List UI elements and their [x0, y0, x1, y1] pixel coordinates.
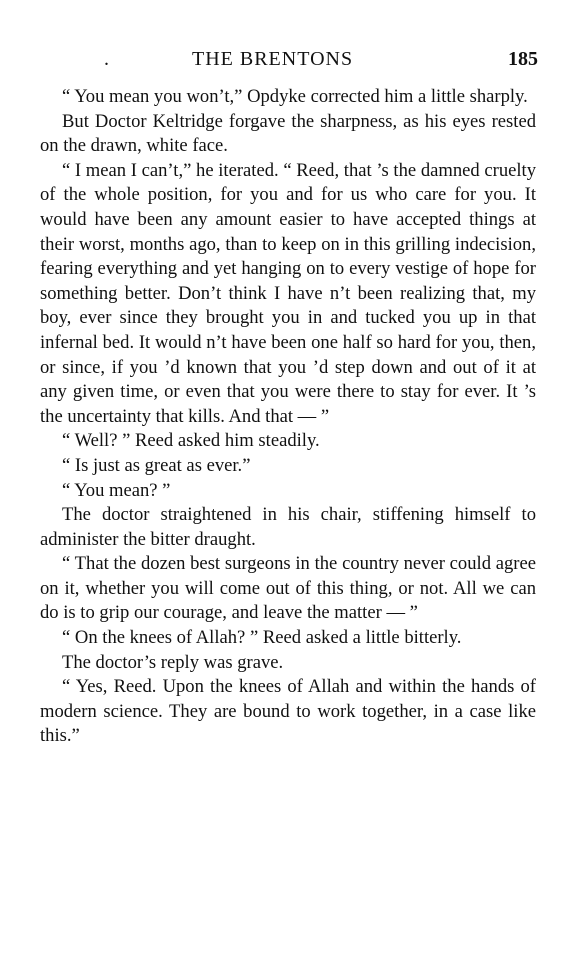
paragraph: But Doctor Keltridge forgave the sharpness, as his eyes rested on the drawn, white face. — [40, 110, 536, 157]
paragraph: “ That the dozen best surgeons in the country never could agree on it, whether you will come out of this thing, or not. All we can do is to grip our courage, and leave the matter — ” — [40, 553, 536, 624]
body-text — [40, 85, 536, 749]
paragraph: “ I mean I can’t,” he iterated. “ Reed, that ’s the damned cruelty of the whole position, for you and for us who care for you. It would have been any amount easier to have accepted things at their worst, months ago, than to keep on in this grilling indecision, fearing everything and yet hanging on to every vestige of hope for something better. Don’t think I have n’t been realizing that, my boy, ever since they brought you in and tucked you up in that infernal bed. It would n’t have been one half so hard for you, then, or since, if you ’d known that you ’d step down and out of it at any given time, or even that you were there to stay for ever. It ’s the uncertainty that kills. And that — ” — [40, 159, 536, 427]
paragraph: “ Well? ” Reed asked him steadily. — [62, 430, 320, 452]
book-page — [40, 48, 536, 749]
running-header — [40, 48, 536, 78]
paragraph: The doctor straightened in his chair, stiffening himself to administer the bitter draught. — [40, 504, 536, 550]
paragraph: The doctor’s reply was grave. — [62, 651, 284, 673]
paragraph: “ On the knees of Allah? ” Reed asked a little bitterly. — [62, 627, 462, 649]
header-marker: . — [104, 48, 110, 70]
paragraph: “ You mean you won’t,” Opdyke corrected him a little sharply. — [62, 86, 528, 107]
paragraph: “ Is just as great as ever.” — [62, 454, 251, 476]
paragraph: “ Yes, Reed. Upon the knees of Allah and within the hands of modern science. They are bound to work together, in a case like this.” — [40, 676, 536, 747]
paragraph: “ You mean? ” — [62, 479, 171, 501]
running-title: THE BRENTONS — [192, 48, 354, 70]
page-number: 185 — [508, 48, 538, 70]
